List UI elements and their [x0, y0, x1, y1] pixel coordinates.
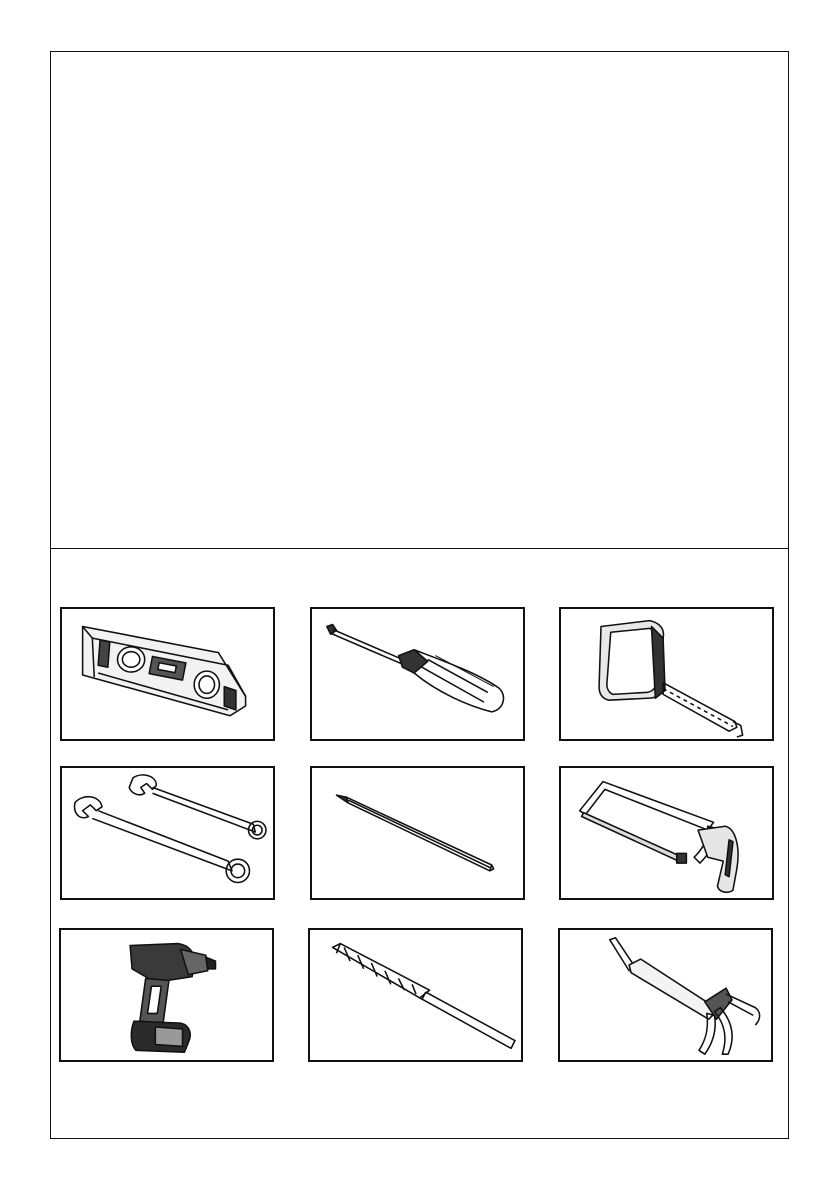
spirit-level-icon — [62, 609, 273, 739]
tool-tile — [559, 607, 774, 741]
tool-tile — [60, 766, 275, 900]
tool-tile — [558, 928, 773, 1062]
blank-instruction-panel — [51, 52, 788, 549]
tool-tile — [60, 607, 275, 741]
wrench-set-icon — [62, 768, 273, 898]
pencil-icon — [312, 768, 523, 898]
tool-tile — [308, 928, 523, 1062]
tool-tile — [559, 766, 774, 900]
screwdriver-icon — [312, 609, 523, 739]
instruction-sheet — [50, 51, 789, 1139]
hacksaw-icon — [561, 768, 772, 898]
cordless-drill-icon — [61, 930, 272, 1060]
tool-tile — [310, 766, 525, 900]
caulking-gun-icon — [560, 930, 771, 1060]
tool-tile — [310, 607, 525, 741]
tape-measure-icon — [561, 609, 772, 739]
drill-bit-icon — [310, 930, 521, 1060]
tool-tile — [59, 928, 274, 1062]
